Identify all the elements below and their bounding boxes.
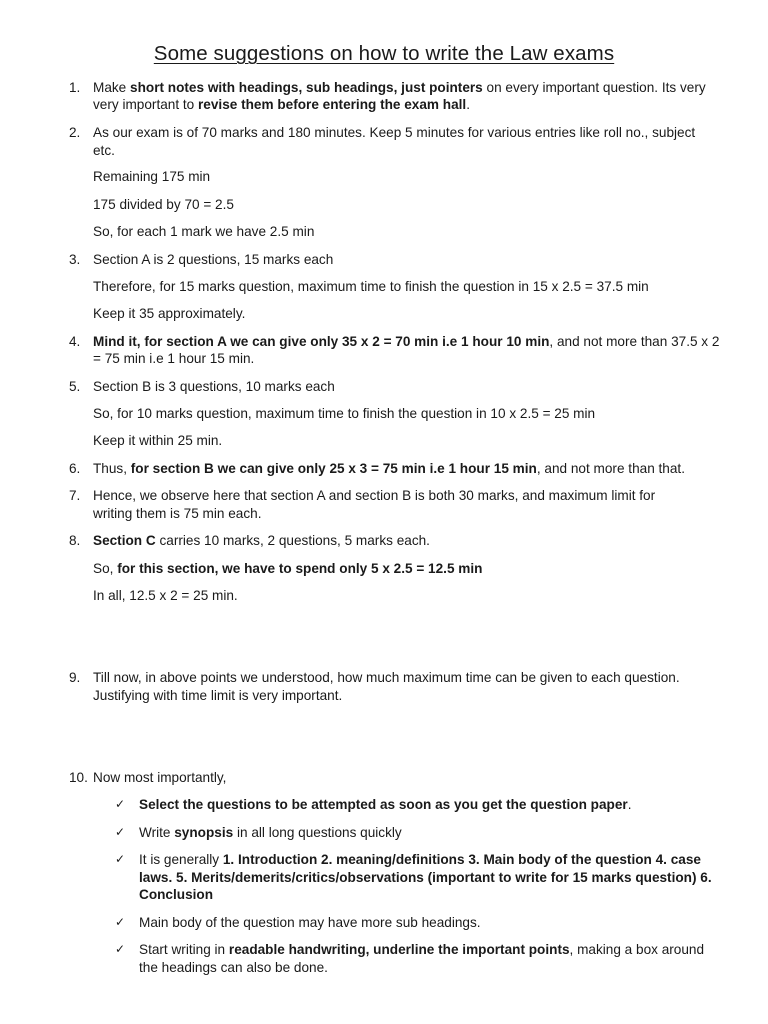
item-text-line: etc. xyxy=(93,143,115,158)
bullet-text-line: Conclusion xyxy=(139,887,214,902)
item-text-line: As our exam is of 70 marks and 180 minutes. Keep 5 minutes for various entries like roll no., subject xyxy=(93,125,696,140)
item-number: 4. xyxy=(69,334,81,349)
item-number: 2. xyxy=(69,125,81,140)
item-subline: Keep it within 25 min. xyxy=(93,433,223,448)
item-text-line: Till now, in above points we understood, how much maximum time can be given to each question. xyxy=(93,670,680,685)
document-title: Some suggestions on how to write the Law exams xyxy=(153,42,615,65)
item-number: 8. xyxy=(69,533,81,548)
item-text-line: Justifying with time limit is very important. xyxy=(93,688,343,703)
item-subline: So, for this section, we have to spend only 5 x 2.5 = 12.5 min xyxy=(93,561,483,576)
bullet-text-line: Write synopsis in all long questions quickly xyxy=(139,825,402,840)
checkmark-icon: ✓ xyxy=(115,915,126,929)
bullet-text-line: laws. 5. Merits/demerits/critics/observations (important to write for 15 marks question) 6. xyxy=(139,870,712,885)
item-subline: Keep it 35 approximately. xyxy=(93,306,246,321)
item-text-line: Section A is 2 questions, 15 marks each xyxy=(93,252,334,267)
item-subline: So, for each 1 mark we have 2.5 min xyxy=(93,224,315,239)
item-subline: Remaining 175 min xyxy=(93,169,211,184)
item-number: 7. xyxy=(69,488,81,503)
bullet-text-line: It is generally 1. Introduction 2. meaning/definitions 3. Main body of the question 4. case xyxy=(139,852,701,867)
item-subline: 175 divided by 70 = 2.5 xyxy=(93,197,234,212)
item-subline: So, for 10 marks question, maximum time to finish the question in 10 x 2.5 = 25 min xyxy=(93,406,596,421)
checkmark-icon: ✓ xyxy=(115,852,126,866)
item-number: 1. xyxy=(69,80,81,95)
checkmark-icon: ✓ xyxy=(115,825,126,839)
bullet-text-line: the headings can also be done. xyxy=(139,960,328,975)
checkmark-icon: ✓ xyxy=(115,942,126,956)
checkmark-icon: ✓ xyxy=(115,797,126,811)
bullet-text-line: Select the questions to be attempted as soon as you get the question paper. xyxy=(139,797,632,812)
item-number: 5. xyxy=(69,379,81,394)
item-text-line: Section B is 3 questions, 10 marks each xyxy=(93,379,335,394)
item-text-line: very important to revise them before entering the exam hall. xyxy=(93,97,470,112)
item-text-line: writing them is 75 min each. xyxy=(93,506,262,521)
item-text-line: Thus, for section B we can give only 25 x 3 = 75 min i.e 1 hour 15 min, and not more than that. xyxy=(93,461,685,476)
bullet-text-line: Main body of the question may have more sub headings. xyxy=(139,915,481,930)
item-number: 9. xyxy=(69,670,81,685)
item-number: 3. xyxy=(69,252,81,267)
bullet-text-line: Start writing in readable handwriting, underline the important points, making a box around xyxy=(139,942,705,957)
item-text-line: = 75 min i.e 1 hour 15 min. xyxy=(93,351,255,366)
item-number: 6. xyxy=(69,461,81,476)
item-number: 10. xyxy=(69,770,88,785)
item-text-line: Section C carries 10 marks, 2 questions, 5 marks each. xyxy=(93,533,430,548)
item-text-line: Now most importantly, xyxy=(93,770,227,785)
item-text-line: Hence, we observe here that section A and section B is both 30 marks, and maximum limit for xyxy=(93,488,656,503)
item-text-line: Mind it, for section A we can give only 35 x 2 = 70 min i.e 1 hour 10 min, and not more than 37.5 x 2 xyxy=(93,334,720,349)
item-subline: Therefore, for 15 marks question, maximum time to finish the question in 15 x 2.5 = 37.5 min xyxy=(93,279,649,294)
item-subline: In all, 12.5 x 2 = 25 min. xyxy=(93,588,238,603)
item-text-line: Make short notes with headings, sub headings, just pointers on every important question. Its very xyxy=(93,80,706,95)
